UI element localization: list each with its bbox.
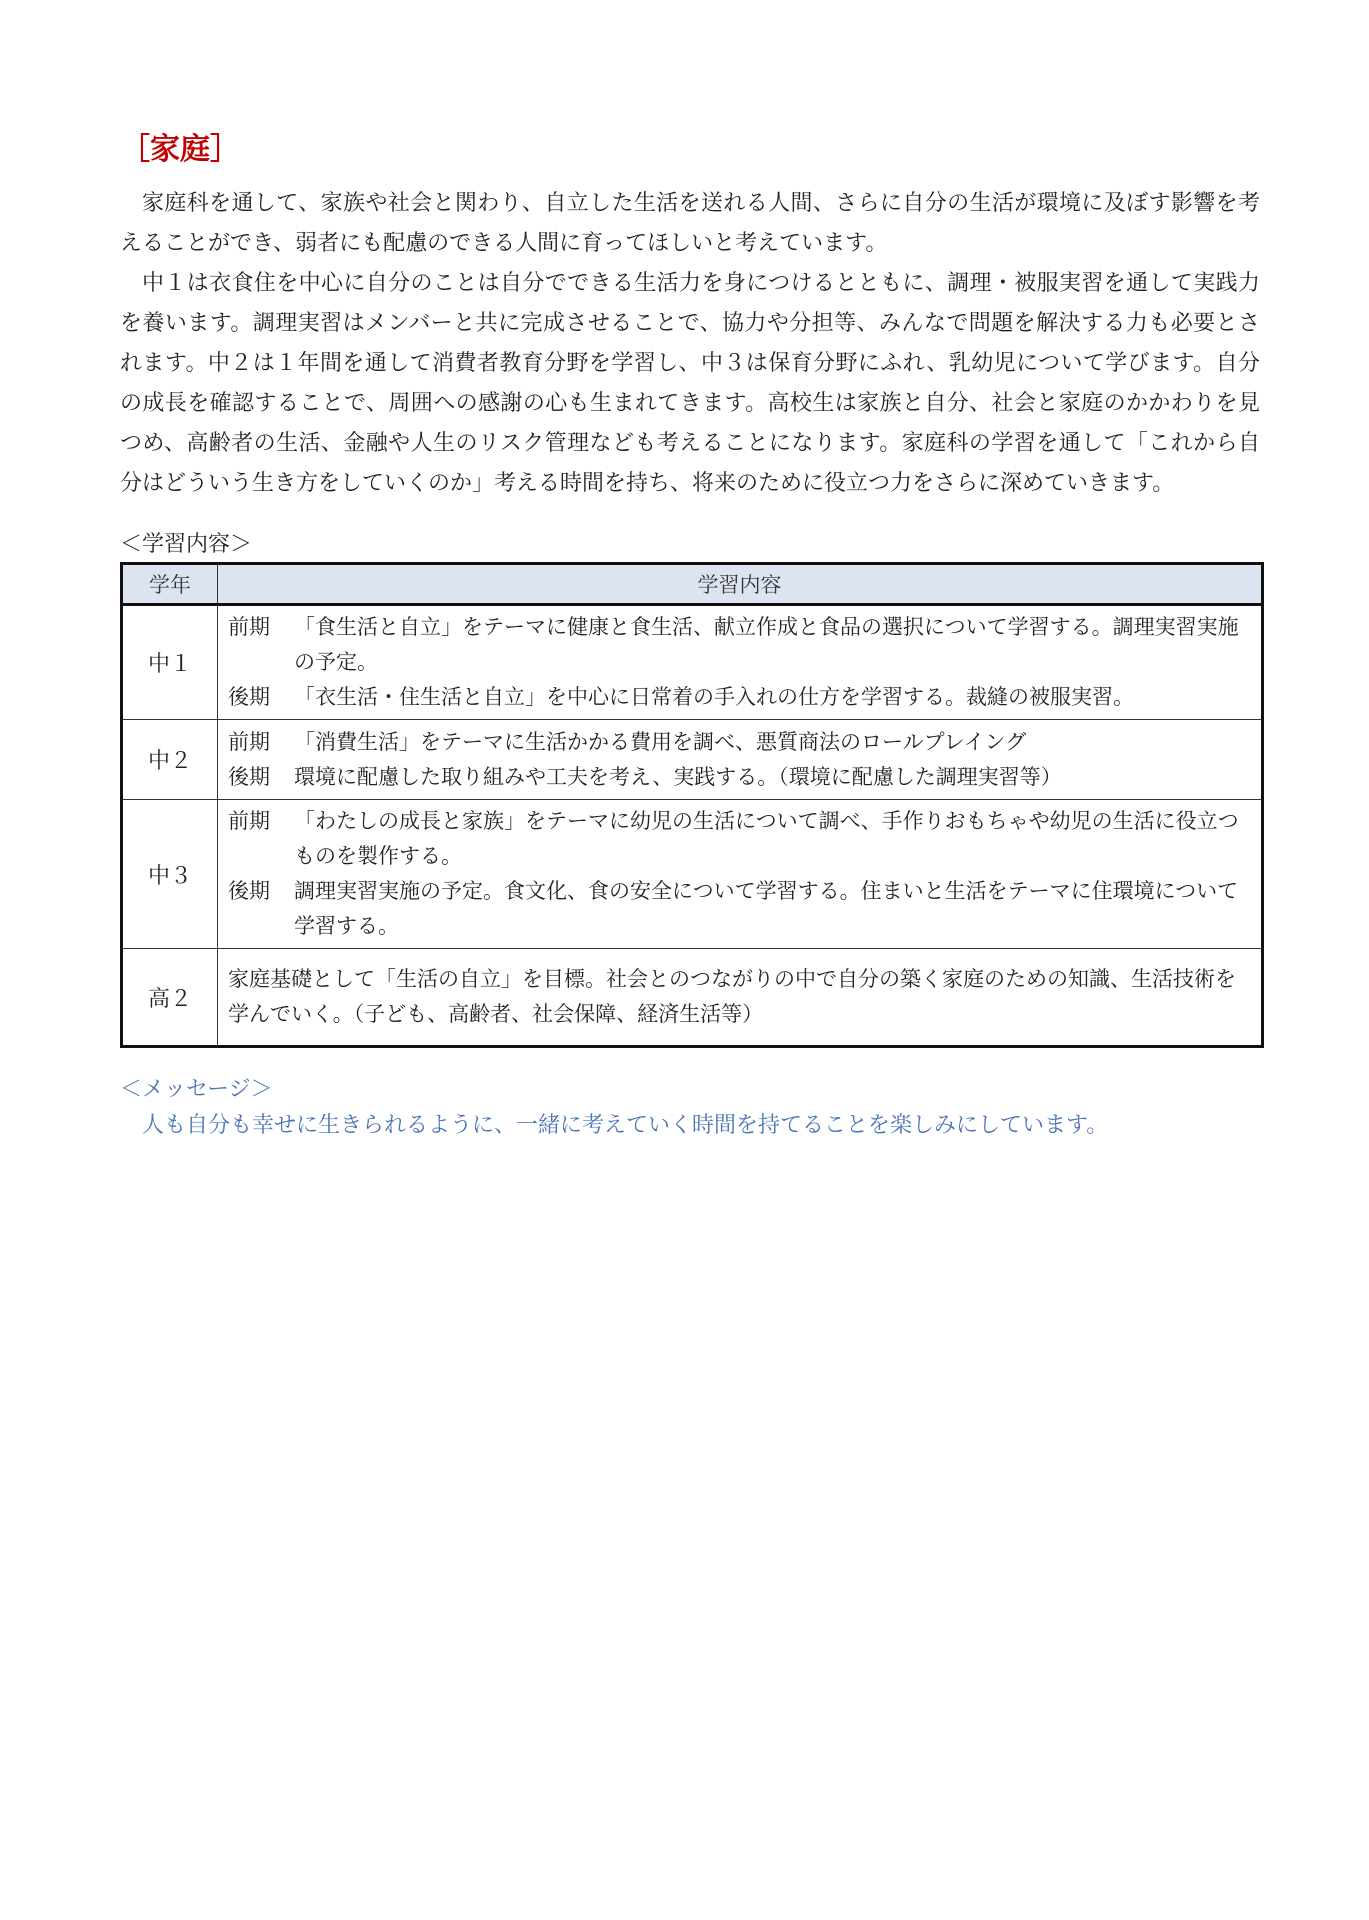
term-row <box>228 610 1251 680</box>
study-content-heading: ＜学習内容＞ <box>120 532 253 557</box>
term-text: 「衣生活・住生活と自立」を中心に日常着の手入れの仕方を学習する。裁縫の被服実習。 <box>294 685 1134 709</box>
term-row <box>228 680 1251 715</box>
table-row-kou2 <box>122 949 1263 1047</box>
content-text: 家庭基礎として「生活の自立」を目標。社会とのつながりの中で自分の築く家庭のための知識、生活技術を学んでいく。（子ども、高齢者、社会保障、経済生活等） <box>228 967 1236 1026</box>
grade-cell: 中１ <box>122 605 218 720</box>
content-cell <box>218 720 1263 800</box>
term-label: 前期 <box>228 615 270 639</box>
grade-cell: 高２ <box>122 949 218 1047</box>
term-text: 「消費生活」をテーマに生活かかる費用を調べ、悪質商法のロールプレイング <box>294 729 1027 754</box>
table-header-row <box>122 564 1263 605</box>
term-row <box>228 874 1251 944</box>
section-title: ［家庭］ <box>120 132 240 167</box>
term-label: 後期 <box>228 879 270 903</box>
term-label: 前期 <box>228 809 270 833</box>
term-row <box>228 760 1251 795</box>
table-row-chu1 <box>122 605 1263 720</box>
document-page <box>120 130 1260 1144</box>
content-cell <box>218 800 1263 949</box>
term-label: 後期 <box>228 764 270 789</box>
study-content-table <box>120 562 1264 1048</box>
term-text: 「食生活と自立」をテーマに健康と食生活、献立作成と食品の選択について学習する。調理実習実施の予定。 <box>294 615 1239 674</box>
term-row <box>228 804 1251 874</box>
content-cell <box>218 949 1263 1047</box>
intro-paragraph: 家庭科を通して、家族や社会と関わり、自立した生活を送れる人間、さらに自分の生活が環境に及ぼす影響を考えることができ、弱者にも配慮のできる人間に育ってほしいと考えています。 <box>120 191 1260 256</box>
content-cell <box>218 605 1263 720</box>
grade-cell: 中２ <box>122 720 218 800</box>
term-label: 前期 <box>228 729 270 754</box>
message-heading: ＜メッセージ＞ <box>120 1077 273 1102</box>
message-text: 人も自分も幸せに生きられるように、一緒に考えていく時間を持てることを楽しみにしています。 <box>142 1113 1109 1138</box>
content-column-header: 学習内容 <box>218 564 1263 605</box>
term-text: 環境に配慮した取り組みや工夫を考え、実践する。（環境に配慮した調理実習等） <box>294 764 1062 789</box>
grade-cell: 中３ <box>122 800 218 949</box>
term-text: 「わたしの成長と家族」をテーマに幼児の生活について調べ、手作りおもちゃや幼児の生活に役立つものを製作する。 <box>294 809 1239 868</box>
term-label: 後期 <box>228 685 270 709</box>
term-text: 調理実習実施の予定。食文化、食の安全について学習する。住まいと生活をテーマに住環境について学習する。 <box>294 879 1239 938</box>
table-row-chu2 <box>122 720 1263 800</box>
table-row-chu3 <box>122 800 1263 949</box>
curriculum-paragraph: 中１は衣食住を中心に自分のことは自分でできる生活力を身につけるとともに、調理・被服実習を通して実践力を養います。調理実習はメンバーと共に完成させることで、協力や分担等、みんなで問題を解決する力も必要とされます。中２は１年間を通して消費者教育分野を学習し、中３は保育分野にふれ、乳幼児について学びます。自分の成長を確認することで、周囲への感謝の心も生まれてきます。高校生は家族と自分、社会と家庭のかかわりを見つめ、高齢者の生活、金融や人生のリスク管理なども考えることになります。家庭科の学習を通して「これから自分はどういう生き方をしていくのか」考える時間を持ち、将来のために役立つ力をさらに深めていきます。 <box>120 271 1260 496</box>
grade-column-header: 学年 <box>122 564 218 605</box>
term-row <box>228 725 1251 760</box>
